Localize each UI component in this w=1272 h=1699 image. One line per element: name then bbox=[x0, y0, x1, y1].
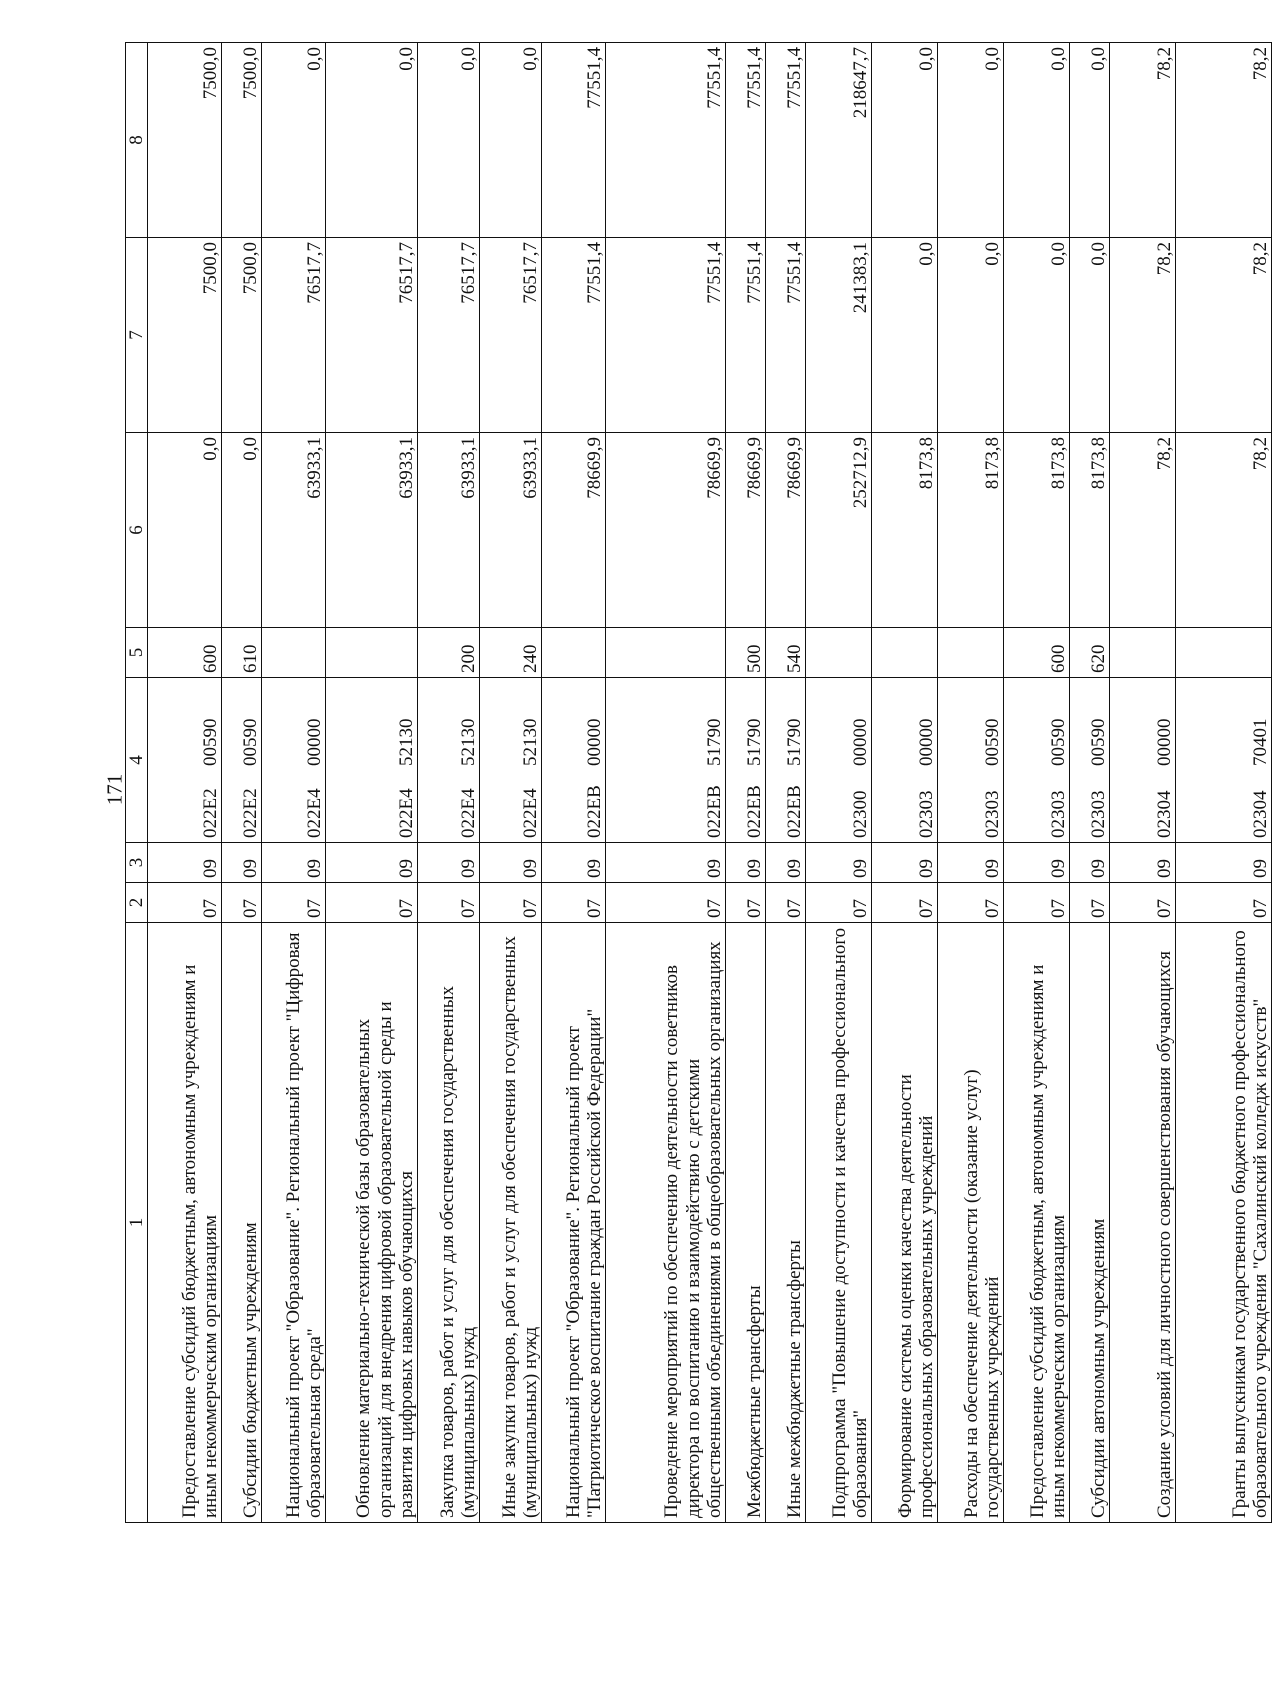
header-col-1: 1 bbox=[126, 923, 148, 1523]
cell-amount-2: 76517,7 bbox=[262, 238, 326, 433]
cell-subsection: 09 bbox=[1004, 843, 1070, 883]
cell-amount-2: 7500,0 bbox=[148, 238, 222, 433]
target-article-program: 02303 bbox=[916, 790, 937, 838]
cell-amount-2: 0,0 bbox=[938, 238, 1004, 433]
cell-amount-2: 76517,7 bbox=[418, 238, 480, 433]
cell-amount-1: 63933,1 bbox=[262, 433, 326, 628]
cell-expense-type bbox=[1176, 628, 1272, 678]
cell-amount-2: 78,2 bbox=[1176, 238, 1272, 433]
cell-target-article bbox=[766, 678, 806, 843]
cell-amount-1: 8173,8 bbox=[938, 433, 1004, 628]
target-article-program: 022Е2 bbox=[200, 788, 221, 838]
target-article-program: 02304 bbox=[1250, 790, 1271, 838]
cell-name: Подпрограмма "Повышение доступности и качества профессионального образования" bbox=[806, 923, 872, 1523]
table-row bbox=[1176, 43, 1272, 1523]
cell-name: Национальный проект "Образование". Региональный проект "Патриотическое воспитание граждан Российской Федерации" bbox=[542, 923, 606, 1523]
cell-name: Проведение мероприятий по обеспечению деятельности советников директора по воспитанию и взаимодействию с детскими общественными объединениями в общеобразовательных организациях bbox=[606, 923, 726, 1523]
cell-amount-1: 78669,9 bbox=[606, 433, 726, 628]
cell-section: 07 bbox=[222, 883, 262, 923]
cell-target-article bbox=[1176, 678, 1272, 843]
cell-target-article bbox=[418, 678, 480, 843]
cell-section: 07 bbox=[766, 883, 806, 923]
cell-subsection: 09 bbox=[1176, 843, 1272, 883]
table-header-row bbox=[126, 43, 148, 1523]
budget-table bbox=[125, 42, 1272, 1523]
cell-section: 07 bbox=[326, 883, 418, 923]
cell-target-article bbox=[222, 678, 262, 843]
cell-amount-3: 0,0 bbox=[262, 43, 326, 238]
header-col-8: 8 bbox=[126, 43, 148, 238]
cell-amount-3: 77551,4 bbox=[726, 43, 766, 238]
cell-amount-1: 252712,9 bbox=[806, 433, 872, 628]
cell-section: 07 bbox=[872, 883, 938, 923]
cell-section: 07 bbox=[1176, 883, 1272, 923]
cell-amount-2: 77551,4 bbox=[766, 238, 806, 433]
header-col-6: 6 bbox=[126, 433, 148, 628]
cell-expense-type bbox=[542, 628, 606, 678]
cell-section: 07 bbox=[418, 883, 480, 923]
table-body bbox=[126, 43, 1272, 1523]
target-article-direction: 00000 bbox=[584, 718, 605, 766]
cell-name: Межбюджетные трансферты bbox=[726, 923, 766, 1523]
cell-section: 07 bbox=[480, 883, 542, 923]
cell-amount-2: 78,2 bbox=[1110, 238, 1176, 433]
cell-subsection: 09 bbox=[606, 843, 726, 883]
target-article-program: 02303 bbox=[1088, 790, 1109, 838]
cell-target-article bbox=[262, 678, 326, 843]
cell-amount-3: 77551,4 bbox=[542, 43, 606, 238]
cell-target-article bbox=[326, 678, 418, 843]
cell-name: Иные закупки товаров, работ и услуг для обеспечения государственных (муниципальных) нужд bbox=[480, 923, 542, 1523]
cell-name: Закупка товаров, работ и услуг для обеспечения государственных (муниципальных) нужд bbox=[418, 923, 480, 1523]
cell-subsection: 09 bbox=[480, 843, 542, 883]
cell-name: Формирование системы оценки качества деятельности профессиональных образовательных учреждений bbox=[872, 923, 938, 1523]
target-article-program: 02303 bbox=[982, 790, 1003, 838]
cell-expense-type bbox=[1110, 628, 1176, 678]
cell-name: Расходы на обеспечение деятельности (оказание услуг) государственных учреждений bbox=[938, 923, 1004, 1523]
cell-expense-type: 200 bbox=[418, 628, 480, 678]
cell-name: Обновление материально-технической базы образовательных организаций для внедрения цифровой образовательной среды и развития цифровых навыков обучающихся bbox=[326, 923, 418, 1523]
target-article-program: 02300 bbox=[850, 790, 871, 838]
cell-amount-2: 0,0 bbox=[1004, 238, 1070, 433]
target-article-program: 022Е4 bbox=[458, 788, 479, 838]
cell-section: 07 bbox=[1110, 883, 1176, 923]
cell-name: Предоставление субсидий бюджетным, автономным учреждениям и иным некоммерческим организациям bbox=[1004, 923, 1070, 1523]
target-article-direction: 00000 bbox=[304, 718, 325, 766]
table-row bbox=[806, 43, 872, 1523]
cell-amount-2: 77551,4 bbox=[606, 238, 726, 433]
cell-target-article bbox=[1004, 678, 1070, 843]
table-row bbox=[1110, 43, 1176, 1523]
cell-expense-type bbox=[606, 628, 726, 678]
target-article-program: 022Е2 bbox=[240, 788, 261, 838]
table-row bbox=[1070, 43, 1110, 1523]
cell-section: 07 bbox=[148, 883, 222, 923]
cell-expense-type: 240 bbox=[480, 628, 542, 678]
cell-subsection: 09 bbox=[726, 843, 766, 883]
cell-amount-1: 78,2 bbox=[1110, 433, 1176, 628]
cell-name: Создание условий для личностного совершенствования обучающихся bbox=[1110, 923, 1176, 1523]
table-row bbox=[480, 43, 542, 1523]
cell-section: 07 bbox=[262, 883, 326, 923]
cell-subsection: 09 bbox=[542, 843, 606, 883]
cell-target-article bbox=[480, 678, 542, 843]
cell-amount-1: 8173,8 bbox=[872, 433, 938, 628]
cell-section: 07 bbox=[938, 883, 1004, 923]
header-col-3: 3 bbox=[126, 843, 148, 883]
cell-amount-3: 77551,4 bbox=[606, 43, 726, 238]
table-row bbox=[222, 43, 262, 1523]
cell-name: Субсидии автономным учреждениям bbox=[1070, 923, 1110, 1523]
target-article-program: 02303 bbox=[1048, 790, 1069, 838]
target-article-program: 02304 bbox=[1154, 790, 1175, 838]
target-article-program: 022ЕВ bbox=[784, 785, 805, 838]
cell-amount-1: 78669,9 bbox=[766, 433, 806, 628]
rotated-table-container bbox=[125, 43, 1271, 1523]
cell-amount-3: 0,0 bbox=[872, 43, 938, 238]
cell-amount-3: 78,2 bbox=[1110, 43, 1176, 238]
cell-amount-1: 78669,9 bbox=[542, 433, 606, 628]
target-article-direction: 00000 bbox=[1154, 718, 1175, 766]
cell-amount-1: 63933,1 bbox=[326, 433, 418, 628]
table-row bbox=[726, 43, 766, 1523]
target-article-direction: 51790 bbox=[784, 718, 805, 766]
table-row bbox=[872, 43, 938, 1523]
cell-amount-2: 77551,4 bbox=[726, 238, 766, 433]
cell-amount-3: 0,0 bbox=[326, 43, 418, 238]
table-row bbox=[542, 43, 606, 1523]
cell-amount-3: 0,0 bbox=[1070, 43, 1110, 238]
cell-expense-type bbox=[938, 628, 1004, 678]
cell-target-article bbox=[1110, 678, 1176, 843]
header-col-7: 7 bbox=[126, 238, 148, 433]
cell-expense-type bbox=[326, 628, 418, 678]
target-article-program: 022ЕВ bbox=[704, 785, 725, 838]
target-article-program: 022Е4 bbox=[304, 788, 325, 838]
cell-amount-2: 0,0 bbox=[1070, 238, 1110, 433]
cell-expense-type: 540 bbox=[766, 628, 806, 678]
table-row bbox=[418, 43, 480, 1523]
target-article-direction: 51790 bbox=[704, 718, 725, 766]
cell-expense-type bbox=[872, 628, 938, 678]
header-col-5: 5 bbox=[126, 628, 148, 678]
cell-target-article bbox=[1070, 678, 1110, 843]
cell-amount-3: 218647,7 bbox=[806, 43, 872, 238]
cell-name: Предоставление субсидий бюджетным, автономным учреждениям и иным некоммерческим организациям bbox=[148, 923, 222, 1523]
cell-amount-1: 78,2 bbox=[1176, 433, 1272, 628]
header-col-2: 2 bbox=[126, 883, 148, 923]
cell-name: Гранты выпускникам государственного бюджетного профессионального образовательного учреждения "Сахалинский колледж искусств" bbox=[1176, 923, 1272, 1523]
cell-amount-3: 0,0 bbox=[1004, 43, 1070, 238]
cell-target-article bbox=[542, 678, 606, 843]
target-article-program: 022Е4 bbox=[396, 788, 417, 838]
cell-amount-3: 7500,0 bbox=[148, 43, 222, 238]
table-row bbox=[766, 43, 806, 1523]
cell-section: 07 bbox=[726, 883, 766, 923]
table-row bbox=[1004, 43, 1070, 1523]
cell-subsection: 09 bbox=[1110, 843, 1176, 883]
target-article-direction: 00590 bbox=[982, 718, 1003, 766]
cell-name: Национальный проект "Образование". Региональный проект "Цифровая образовательная среда" bbox=[262, 923, 326, 1523]
cell-subsection: 09 bbox=[806, 843, 872, 883]
table-row bbox=[262, 43, 326, 1523]
table-row bbox=[606, 43, 726, 1523]
page-number: 171 bbox=[102, 773, 127, 806]
target-article-direction: 52130 bbox=[520, 718, 541, 766]
cell-amount-1: 63933,1 bbox=[480, 433, 542, 628]
target-article-direction: 00590 bbox=[1048, 718, 1069, 766]
cell-amount-1: 0,0 bbox=[148, 433, 222, 628]
cell-amount-2: 77551,4 bbox=[542, 238, 606, 433]
target-article-program: 022Е4 bbox=[520, 788, 541, 838]
table-row bbox=[938, 43, 1004, 1523]
cell-target-article bbox=[872, 678, 938, 843]
cell-name: Субсидии бюджетным учреждениям bbox=[222, 923, 262, 1523]
cell-subsection: 09 bbox=[418, 843, 480, 883]
target-article-direction: 00000 bbox=[850, 718, 871, 766]
cell-amount-1: 0,0 bbox=[222, 433, 262, 628]
cell-expense-type: 620 bbox=[1070, 628, 1110, 678]
cell-expense-type: 500 bbox=[726, 628, 766, 678]
cell-section: 07 bbox=[542, 883, 606, 923]
cell-target-article bbox=[606, 678, 726, 843]
cell-subsection: 09 bbox=[938, 843, 1004, 883]
cell-subsection: 09 bbox=[872, 843, 938, 883]
target-article-direction: 52130 bbox=[458, 718, 479, 766]
target-article-direction: 00590 bbox=[200, 718, 221, 766]
cell-target-article bbox=[806, 678, 872, 843]
cell-amount-3: 77551,4 bbox=[766, 43, 806, 238]
target-article-program: 022ЕВ bbox=[744, 785, 765, 838]
cell-amount-2: 0,0 bbox=[872, 238, 938, 433]
cell-amount-1: 8173,8 bbox=[1070, 433, 1110, 628]
cell-amount-1: 8173,8 bbox=[1004, 433, 1070, 628]
cell-expense-type: 600 bbox=[1004, 628, 1070, 678]
cell-section: 07 bbox=[1004, 883, 1070, 923]
cell-amount-3: 7500,0 bbox=[222, 43, 262, 238]
table-row bbox=[148, 43, 222, 1523]
target-article-direction: 51790 bbox=[744, 718, 765, 766]
cell-subsection: 09 bbox=[222, 843, 262, 883]
cell-expense-type bbox=[806, 628, 872, 678]
cell-subsection: 09 bbox=[262, 843, 326, 883]
cell-subsection: 09 bbox=[1070, 843, 1110, 883]
cell-amount-3: 0,0 bbox=[938, 43, 1004, 238]
header-col-4: 4 bbox=[126, 678, 148, 843]
cell-amount-2: 7500,0 bbox=[222, 238, 262, 433]
cell-target-article bbox=[148, 678, 222, 843]
target-article-direction: 00000 bbox=[916, 718, 937, 766]
cell-subsection: 09 bbox=[766, 843, 806, 883]
cell-expense-type: 600 bbox=[148, 628, 222, 678]
cell-section: 07 bbox=[606, 883, 726, 923]
target-article-direction: 00590 bbox=[240, 718, 261, 766]
cell-expense-type: 610 bbox=[222, 628, 262, 678]
cell-name: Иные межбюджетные трансферты bbox=[766, 923, 806, 1523]
target-article-direction: 52130 bbox=[396, 718, 417, 766]
target-article-direction: 70401 bbox=[1250, 718, 1271, 766]
cell-amount-3: 0,0 bbox=[418, 43, 480, 238]
cell-target-article bbox=[938, 678, 1004, 843]
cell-amount-2: 76517,7 bbox=[326, 238, 418, 433]
cell-target-article bbox=[726, 678, 766, 843]
cell-amount-2: 76517,7 bbox=[480, 238, 542, 433]
target-article-direction: 00590 bbox=[1088, 718, 1109, 766]
cell-amount-2: 241383,1 bbox=[806, 238, 872, 433]
cell-subsection: 09 bbox=[326, 843, 418, 883]
cell-amount-3: 78,2 bbox=[1176, 43, 1272, 238]
table-row bbox=[326, 43, 418, 1523]
target-article-program: 022ЕВ bbox=[584, 785, 605, 838]
cell-expense-type bbox=[262, 628, 326, 678]
cell-amount-1: 78669,9 bbox=[726, 433, 766, 628]
cell-amount-3: 0,0 bbox=[480, 43, 542, 238]
cell-amount-1: 63933,1 bbox=[418, 433, 480, 628]
cell-section: 07 bbox=[1070, 883, 1110, 923]
cell-section: 07 bbox=[806, 883, 872, 923]
cell-subsection: 09 bbox=[148, 843, 222, 883]
